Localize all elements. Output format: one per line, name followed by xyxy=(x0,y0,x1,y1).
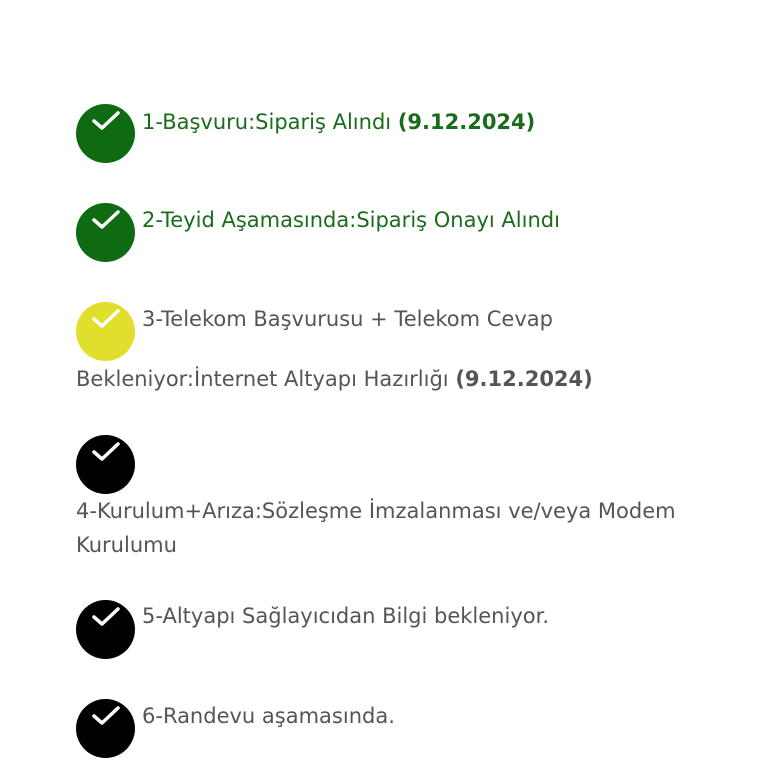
step-4-text-line1 xyxy=(76,499,736,523)
check-circle-icon xyxy=(76,435,135,494)
step-5-label: 5-Altyapı Sağlayıcıdan Bilgi bekleniyor. xyxy=(142,604,549,628)
step-6-label: 6-Randevu aşamasında. xyxy=(142,704,395,728)
step-3-label-line1: 3-Telekom Başvurusu + Telekom Cevap xyxy=(142,307,553,331)
step-4-text-line2 xyxy=(76,533,736,557)
check-circle-icon xyxy=(76,699,135,758)
check-circle-icon xyxy=(76,302,135,361)
step-3-label-line2: Bekleniyor:İnternet Altyapı Hazırlığı xyxy=(76,367,449,391)
step-3-date: (9.12.2024) xyxy=(455,367,593,391)
check-circle-icon xyxy=(76,600,135,659)
step-2-text xyxy=(142,208,742,232)
step-5-text xyxy=(142,604,742,628)
step-1-date: (9.12.2024) xyxy=(397,110,536,134)
step-4-label-line1: 4-Kurulum+Arıza:Sözleşme İmzalanması ve/veya Modem xyxy=(76,499,676,523)
step-1-text xyxy=(142,110,742,134)
step-2-label: 2-Teyid Aşamasında:Sipariş Onayı Alındı xyxy=(142,208,560,232)
check-circle-icon xyxy=(76,203,135,262)
step-3-text-line2 xyxy=(76,367,736,391)
step-1-label: 1-Başvuru:Sipariş Alındı xyxy=(142,110,392,134)
step-4-label-line2: Kurulumu xyxy=(76,533,177,557)
step-6-text xyxy=(142,704,742,728)
check-circle-icon xyxy=(76,104,135,163)
step-3-text-line1 xyxy=(142,307,742,331)
